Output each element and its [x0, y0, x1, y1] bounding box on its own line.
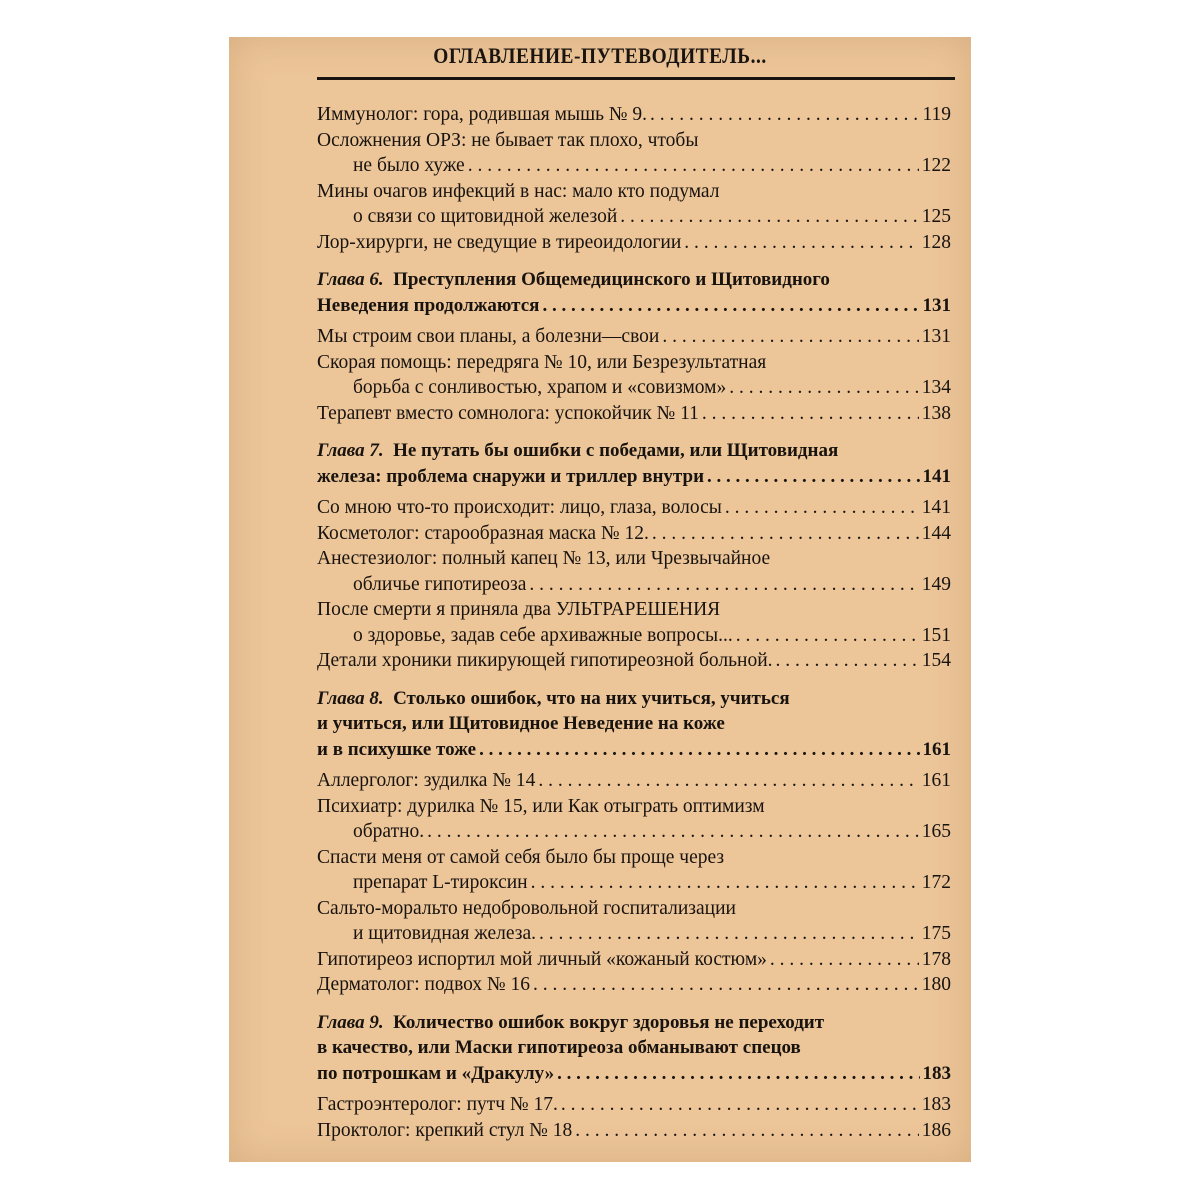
toc-line-text: в качество, или Маски гипотиреоза обманывают спецов [317, 1037, 801, 1058]
toc-line-text: Гипотиреоз испортил мой личный «кожаный костюм» [317, 948, 767, 970]
dot-leader [776, 648, 919, 674]
toc-line-text: Сальто-моральто недобровольной госпитализации [317, 897, 736, 919]
toc-entry [317, 102, 951, 128]
toc-entry [317, 794, 951, 845]
page-number: 119 [922, 104, 951, 125]
section-gap [317, 998, 951, 1010]
chapter-label: Глава 6. [317, 269, 384, 290]
chapter-title: Не путать бы ошибки с победами, или Щитовидная [393, 440, 839, 461]
toc-line [317, 230, 951, 256]
toc-line-text: Скорая помощь: передряга № 10, или Безрезультатная [317, 351, 767, 373]
toc-line [317, 921, 951, 947]
toc-line-text: по потрошкам и «Дракулу» [317, 1062, 555, 1084]
dot-leader [479, 737, 919, 763]
toc-line [317, 401, 951, 427]
toc-chapter [317, 1010, 951, 1087]
toc-line [317, 1092, 951, 1118]
toc-line [317, 896, 951, 922]
toc-line-text: После смерти я приняла два УЛЬТРАРЕШЕНИЯ [317, 599, 721, 620]
toc-line [317, 870, 951, 896]
dot-leader [538, 768, 918, 794]
dot-leader [770, 947, 919, 973]
page-number: 180 [921, 974, 951, 995]
page-number: 183 [921, 1094, 951, 1115]
toc-line-text: борьба с сонливостью, храпом и «совизмом» [353, 377, 727, 398]
toc-line-text [317, 1010, 824, 1036]
page-number: 138 [921, 402, 951, 424]
toc-line-text [317, 267, 830, 293]
toc-line [317, 179, 951, 205]
toc-chapter [317, 267, 951, 318]
toc-entry [317, 597, 951, 648]
section-gap [317, 255, 951, 267]
toc-entry [317, 947, 951, 973]
toc-line-text: Анестезиолог: полный капец № 13, или Чрезвычайное [317, 548, 771, 569]
chapter-title: Преступления Общемедицинского и Щитовидного [393, 269, 830, 290]
toc-entry [317, 495, 951, 521]
page-number: 165 [921, 821, 951, 842]
toc-line-text: железа: проблема снаружи и триллер внутри [317, 465, 705, 487]
toc-line [317, 572, 951, 598]
dot-leader [531, 870, 919, 896]
chapter-title: Столько ошибок, что на них учиться, учиться [393, 687, 790, 709]
dot-leader [561, 1092, 919, 1118]
toc-entry [317, 128, 951, 179]
page-number: 131 [921, 326, 951, 347]
toc-line-text: Детали хроники пикирующей гипотиреозной больной. [317, 650, 773, 671]
toc-line-text: Иммунолог: гора, родившая мышь № 9. [317, 104, 647, 125]
toc-entry [317, 179, 951, 230]
toc-line [317, 102, 951, 128]
toc-line [317, 324, 951, 350]
chapter-label: Глава 7. [317, 440, 384, 461]
toc-entry [317, 972, 951, 998]
toc-line [317, 1061, 951, 1087]
toc-line-text: обратно. [353, 821, 425, 842]
toc-entry [317, 1118, 951, 1144]
toc-line [317, 597, 951, 623]
toc-entry [317, 896, 951, 947]
header-rule [317, 77, 955, 80]
toc-chapter [317, 438, 951, 489]
dot-leader [575, 1118, 918, 1144]
dot-leader [468, 153, 919, 179]
toc-entry [317, 648, 951, 674]
page-number: 141 [921, 497, 951, 518]
dot-leader [529, 572, 918, 598]
page-number: 175 [921, 923, 951, 944]
toc-entry [317, 401, 951, 427]
section-gap [317, 674, 951, 686]
dot-leader [427, 819, 919, 845]
page-number: 183 [922, 1062, 951, 1084]
dot-leader [702, 401, 919, 427]
chapter-title: Количество ошибок вокруг здоровья не переходит [393, 1011, 825, 1033]
toc-line [317, 438, 951, 464]
toc-line-text [317, 438, 838, 464]
page-number: 186 [921, 1119, 951, 1141]
toc-entry [317, 521, 951, 547]
toc-line-text: Со мною что-то происходит: лицо, глаза, волосы [317, 497, 722, 518]
toc-line [317, 711, 951, 737]
toc-line-text: Дерматолог: подвох № 16 [317, 974, 531, 995]
toc-entry [317, 1092, 951, 1118]
toc-line [317, 845, 951, 871]
toc-line [317, 375, 951, 401]
page-number: 151 [921, 624, 951, 646]
dot-leader [729, 375, 918, 401]
dot-leader [533, 972, 919, 998]
toc-entry [317, 546, 951, 597]
section-gap [317, 426, 951, 438]
dot-leader [542, 293, 919, 319]
toc-line-text: Аллерголог: зудилка № 14 [317, 770, 536, 791]
toc-entry [317, 845, 951, 896]
toc-line [317, 648, 951, 674]
dot-leader [662, 324, 918, 350]
toc-line [317, 267, 951, 293]
book-page [229, 37, 971, 1162]
page-number: 134 [921, 377, 951, 398]
toc-line-text: Терапевт вместо сомнолога: успокойчик № 11 [317, 402, 699, 424]
dot-leader [557, 1061, 919, 1087]
toc-line-text: Неведения продолжаются [317, 294, 540, 316]
page-number: 141 [922, 465, 951, 487]
page-number: 161 [922, 738, 951, 760]
dot-leader [650, 102, 919, 128]
toc-line-text: о здоровье, задав себе архиважные вопросы... [353, 624, 733, 646]
toc-line-text: Лор-хирурги, не сведущие в тиреоидологии [317, 231, 682, 253]
toc-entry [317, 768, 951, 794]
dot-leader [707, 464, 919, 490]
toc-line-text: Мины очагов инфекций в нас: мало кто подумал [317, 180, 720, 202]
page-number: 154 [921, 650, 951, 671]
toc-line [317, 737, 951, 763]
toc-line [317, 350, 951, 376]
page-number: 172 [921, 872, 951, 893]
toc-line [317, 464, 951, 490]
page-number: 161 [921, 770, 951, 791]
toc-line-text [317, 686, 790, 712]
toc-line [317, 1118, 951, 1144]
toc-line [317, 204, 951, 230]
page-number: 144 [921, 522, 951, 544]
page-number: 128 [921, 231, 951, 253]
toc-line [317, 686, 951, 712]
toc-line [317, 521, 951, 547]
toc-line [317, 128, 951, 154]
toc-line-text: Гастроэнтеролог: путч № 17. [317, 1094, 558, 1115]
chapter-label: Глава 9. [317, 1011, 384, 1033]
dot-leader [736, 623, 919, 649]
dot-leader [620, 204, 918, 230]
toc-line-text: Проктолог: крепкий стул № 18 [317, 1119, 573, 1141]
toc-line [317, 623, 951, 649]
toc-line-text: Мы строим свои планы, а болезни—свои [317, 326, 660, 347]
toc-entry [317, 230, 951, 256]
toc-line-text: Осложнения ОРЗ: не бывает так плохо, чтобы [317, 129, 699, 151]
toc-line-text: и щитовидная железа. [353, 923, 537, 944]
dot-leader [725, 495, 919, 521]
toc-entry [317, 324, 951, 350]
toc-line [317, 495, 951, 521]
page-number: 125 [921, 206, 951, 227]
toc-line [317, 794, 951, 820]
toc-line-text: и в психушке тоже [317, 738, 477, 760]
page-number: 149 [921, 573, 951, 595]
dot-leader [652, 521, 919, 547]
dot-leader [539, 921, 919, 947]
chapter-label: Глава 8. [317, 687, 384, 709]
toc-line [317, 153, 951, 179]
toc-line-text: препарат L-тироксин [353, 872, 528, 893]
toc-line [317, 947, 951, 973]
toc-line-text: Косметолог: старообразная маска № 12. [317, 522, 649, 544]
toc-line-text: о связи со щитовидной железой [353, 206, 618, 227]
table-of-contents [317, 102, 951, 1143]
toc-line [317, 972, 951, 998]
toc-line [317, 1010, 951, 1036]
toc-line [317, 819, 951, 845]
toc-line [317, 293, 951, 319]
toc-line [317, 768, 951, 794]
page-number: 131 [922, 294, 951, 316]
toc-chapter [317, 686, 951, 763]
toc-line-text: Спасти меня от самой себя было бы проще через [317, 846, 725, 868]
page-number: 122 [921, 155, 951, 176]
toc-line-text: не было хуже [353, 155, 465, 176]
page-title: ОГЛАВЛЕНИЕ-ПУТЕВОДИТЕЛЬ... [433, 43, 767, 68]
toc-line-text: и учиться, или Щитовидное Неведение на коже [317, 713, 725, 734]
toc-line [317, 546, 951, 572]
toc-line-text: обличье гипотиреоза [353, 573, 527, 595]
page-number: 178 [921, 948, 951, 970]
dot-leader [684, 230, 918, 256]
toc-line-text: Психиатр: дурилка № 15, или Как отыграть оптимизм [317, 795, 765, 817]
toc-line [317, 1035, 951, 1061]
toc-entry [317, 350, 951, 401]
